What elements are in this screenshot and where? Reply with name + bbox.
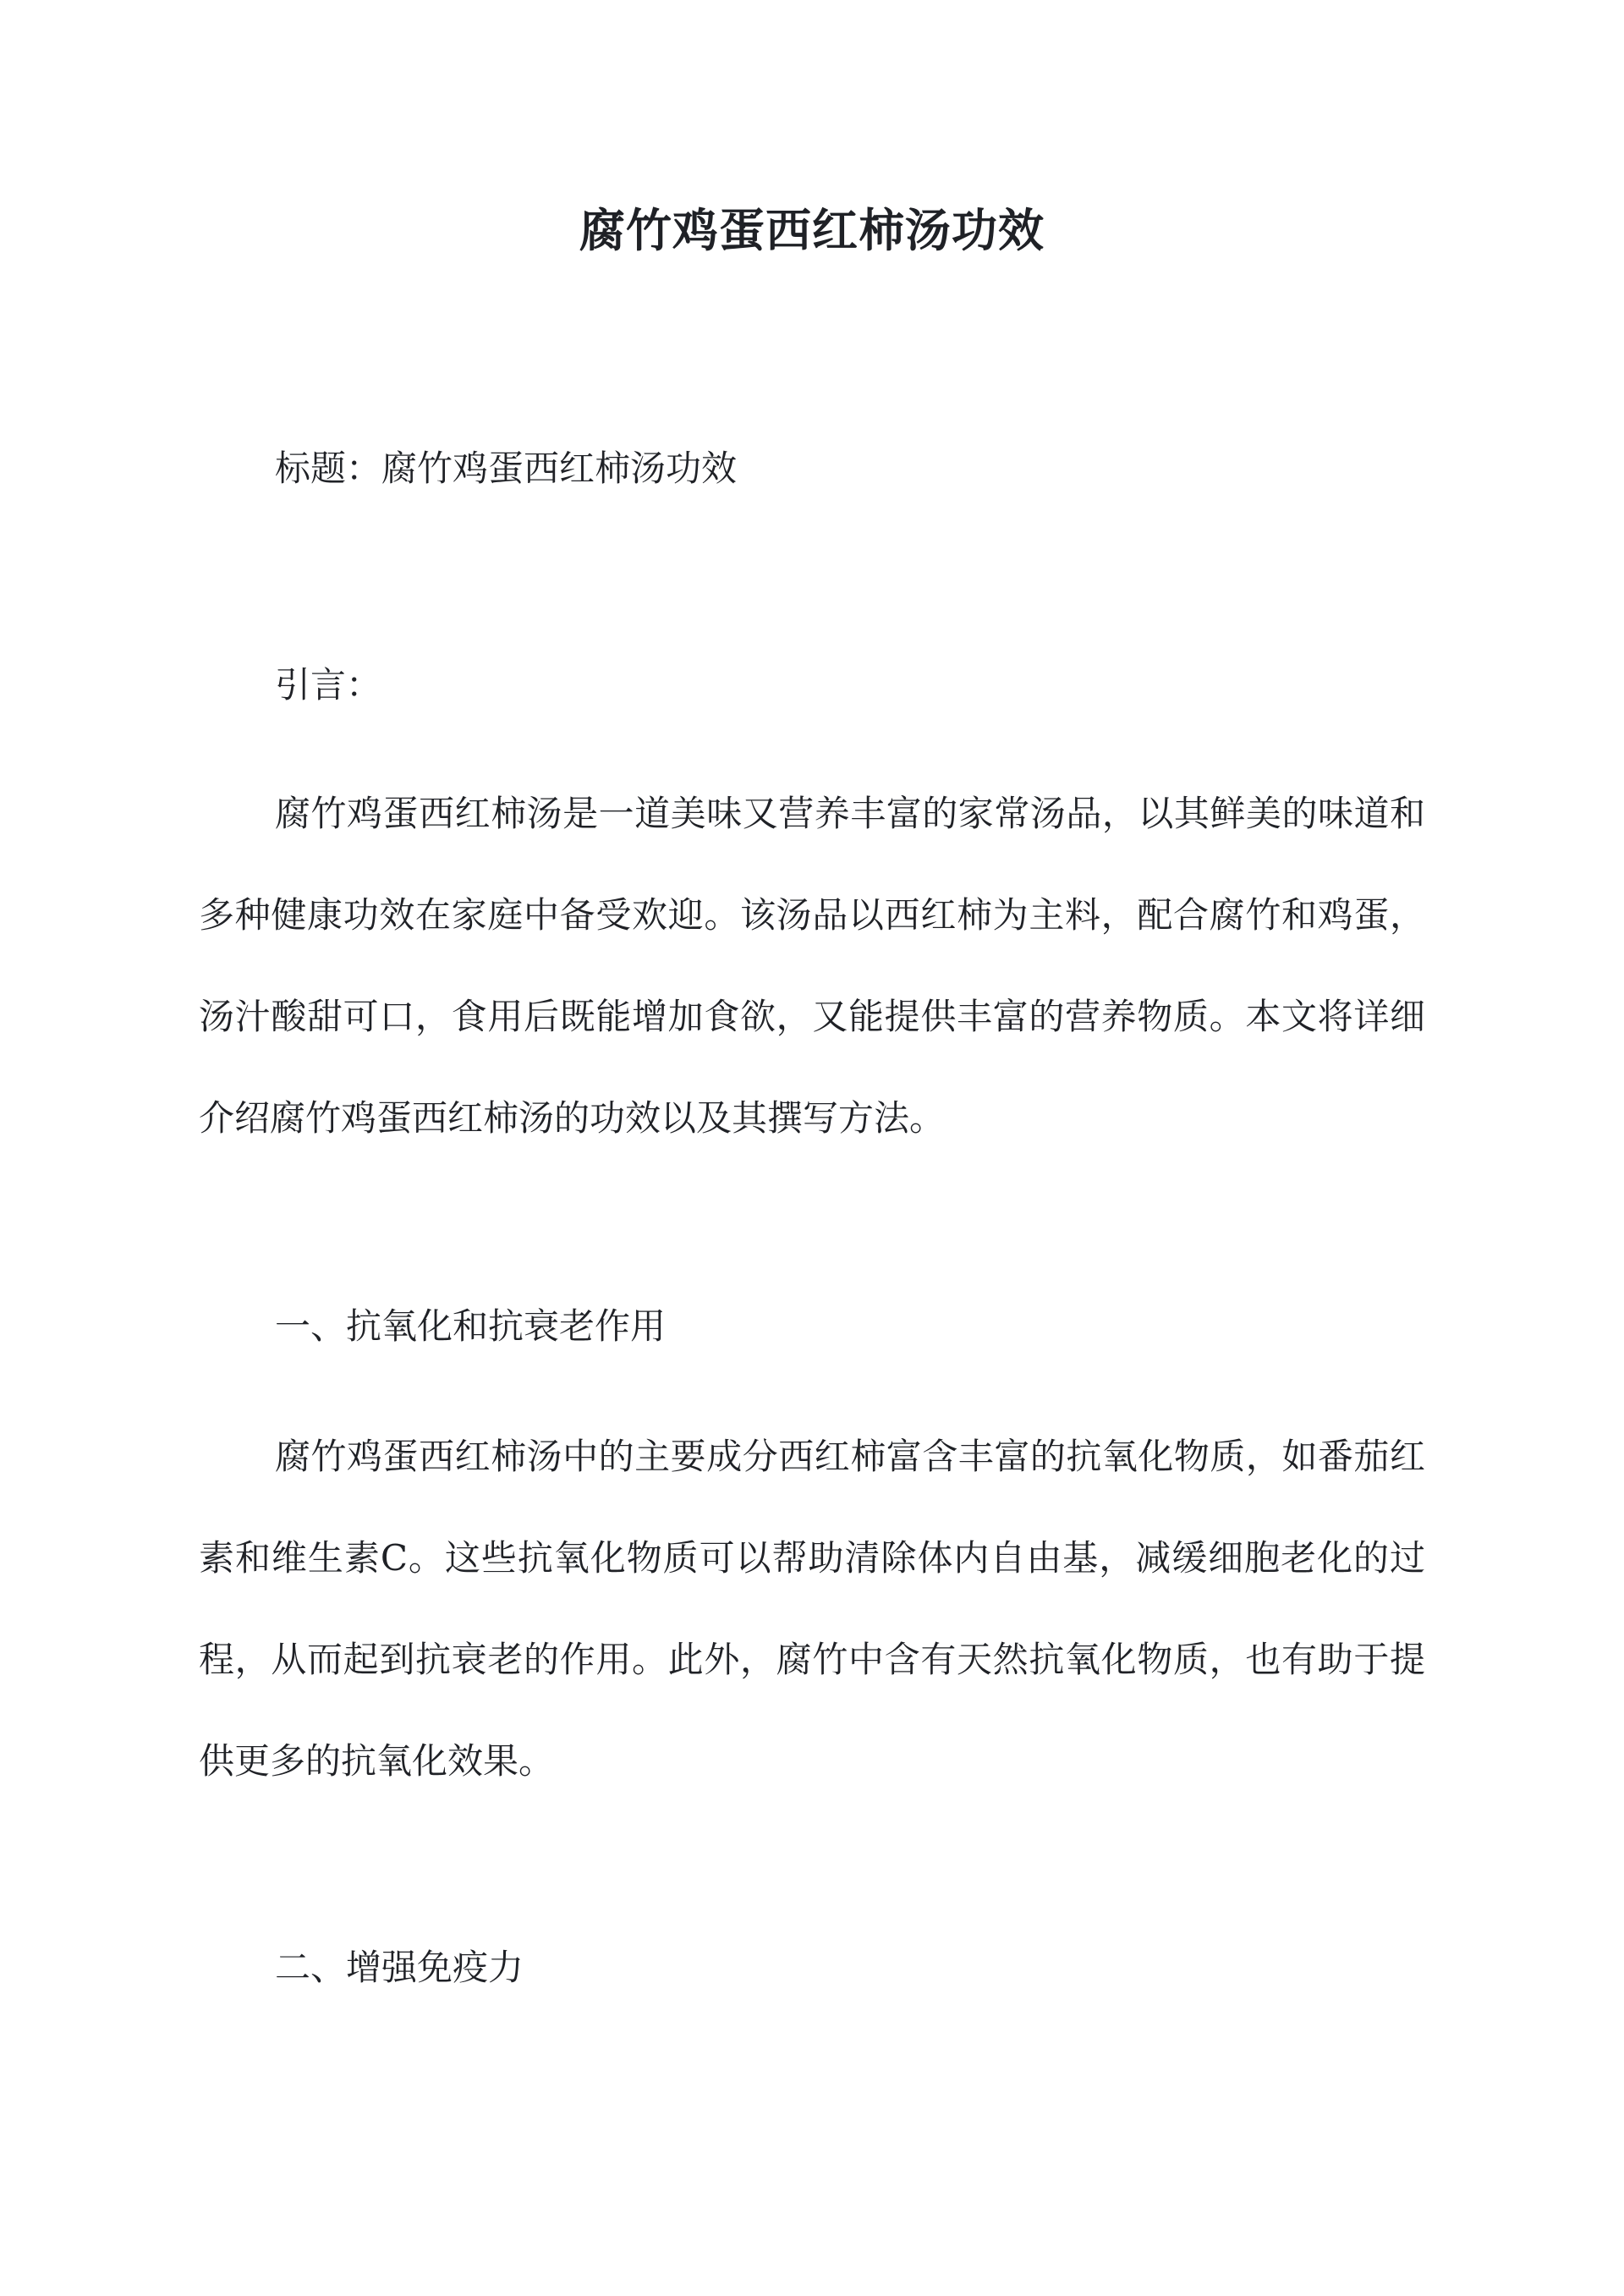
- intro-paragraph: 腐竹鸡蛋西红柿汤是一道美味又营养丰富的家常汤品，以其鲜美的味道和多种健康功效在家庭中备受欢迎。该汤品以西红柿为主料，配合腐竹和鸡蛋，汤汁酸甜可口，食用后既能增加食欲，又能提供丰富的营养物质。本文将详细介绍腐竹鸡蛋西红柿汤的功效以及其撰写方法。: [199, 793, 1425, 1139]
- section-1-paragraph: 腐竹鸡蛋西红柿汤中的主要成分西红柿富含丰富的抗氧化物质，如番茄红素和维生素C。这些抗氧化物质可以帮助清除体内自由基，减缓细胞老化的过程，从而起到抗衰老的作用。此外，腐竹中含有天然抗氧化物质，也有助于提供更多的抗氧化效果。: [199, 1436, 1425, 1782]
- intro-heading: 引言：: [275, 664, 382, 706]
- subtitle-line: 标题：腐竹鸡蛋西红柿汤功效: [275, 448, 738, 489]
- section-1-heading: 一、抗氧化和抗衰老作用: [275, 1305, 667, 1347]
- document-title: 腐竹鸡蛋西红柿汤功效: [579, 203, 1045, 257]
- section-2-heading: 二、增强免疫力: [275, 1947, 524, 1988]
